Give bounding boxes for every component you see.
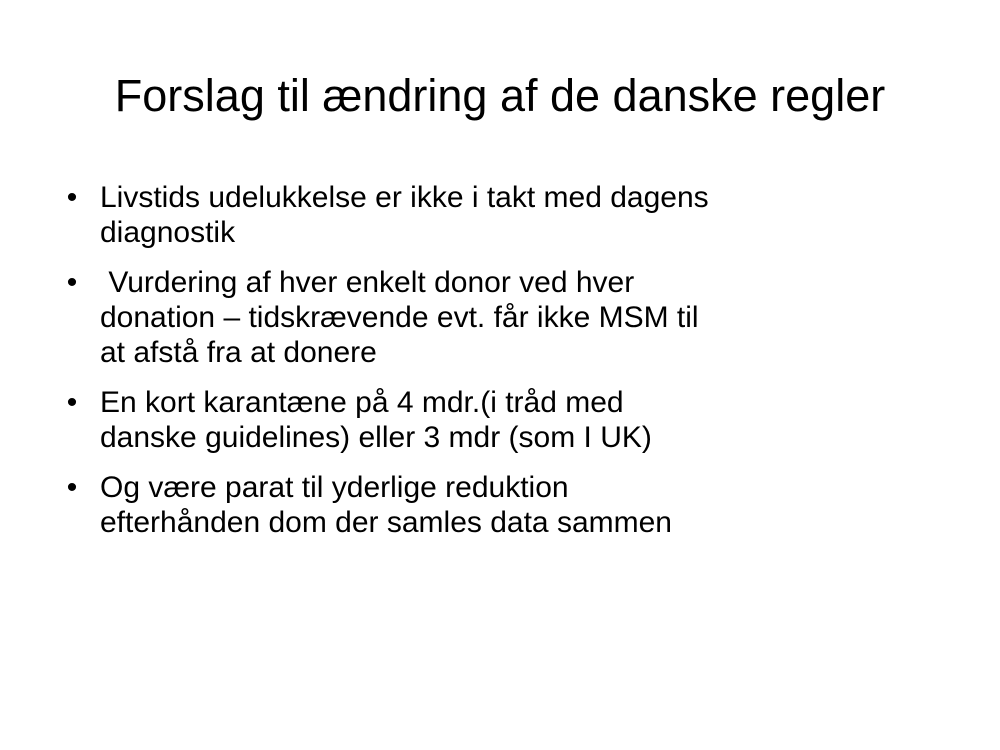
bullet-item xyxy=(62,385,942,455)
bullet-text: Og være parat til yderlige reduktion efterhånden dom der samles data sammen xyxy=(100,471,672,539)
bullet-item xyxy=(62,265,942,370)
bullet-dot-icon: • xyxy=(66,471,78,504)
bullet-item xyxy=(62,180,942,250)
bullet-dot-icon: • xyxy=(66,266,78,299)
bullet-text: Livstids udelukkelse er ikke i takt med dagens diagnostik xyxy=(100,181,709,249)
slide-title: Forslag til ændring af de danske regler xyxy=(114,70,886,121)
bullet-list xyxy=(62,180,942,555)
bullet-text: Vurdering af hver enkelt donor ved hver donation – tidskrævende evt. får ikke MSM til at afstå fra at donere xyxy=(100,266,699,369)
bullet-dot-icon: • xyxy=(66,386,78,419)
bullet-item xyxy=(62,470,942,540)
bullet-text: En kort karantæne på 4 mdr.(i tråd med danske guidelines) eller 3 mdr (som I UK) xyxy=(100,386,652,454)
bullet-dot-icon: • xyxy=(66,181,78,214)
